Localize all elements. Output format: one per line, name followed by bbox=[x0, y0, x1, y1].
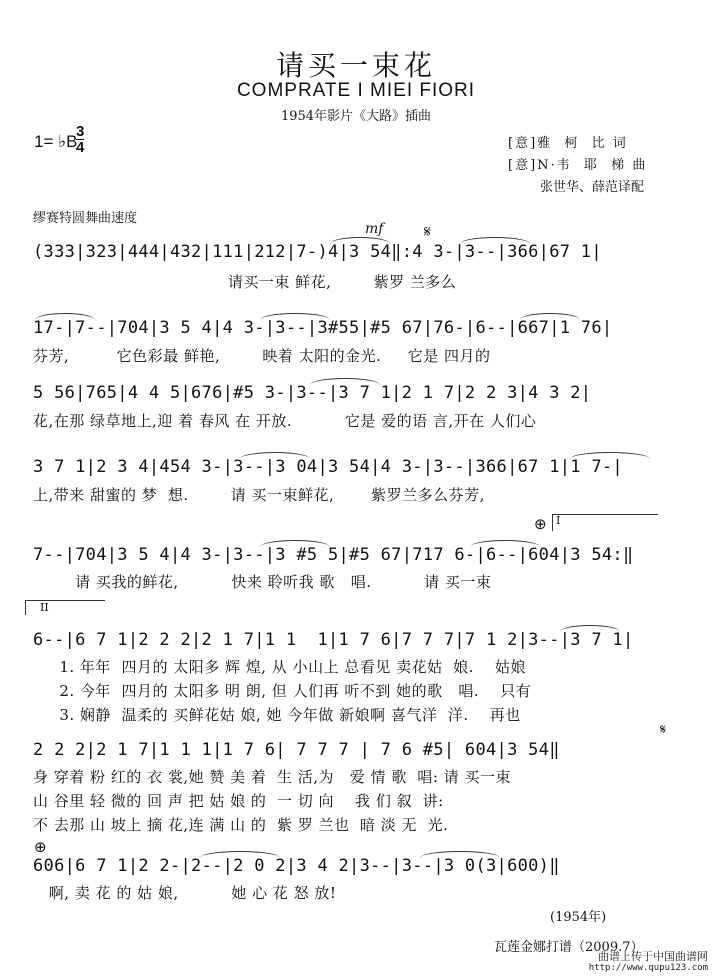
transcriber-credit: 瓦莲金娜打谱（2009.7） bbox=[494, 940, 644, 955]
slur-arc bbox=[520, 313, 580, 320]
notation-line-7: 2 2 2|2 1 7|1 1 1|1 7 6| 7 7 7 | 7 6 #5| 604|3 54‖ bbox=[33, 740, 560, 760]
song-title-chinese: 请买一束花 bbox=[275, 49, 436, 82]
segno-symbol-2: 𝄋 bbox=[660, 722, 667, 738]
lyric-verse-2-b: 山 谷里 轻 微的 回 声 把 姑 娘 的 一 切 向 我 们 叙 讲: bbox=[33, 792, 444, 810]
watermark-text: 曲谱上传于中国曲谱网 bbox=[598, 950, 708, 963]
song-subtitle: 1954年影片《大路》插曲 bbox=[280, 109, 432, 124]
slur-arc bbox=[560, 625, 620, 632]
slur-arc bbox=[470, 540, 540, 547]
slur-arc bbox=[260, 313, 330, 320]
slur-arc bbox=[260, 540, 330, 547]
coda-symbol-2: ⊕ bbox=[34, 838, 47, 856]
volta-2-bracket-start bbox=[25, 600, 26, 615]
notation-line-6: 6--|6 7 1|2 2 2|2 1 7|1 1 1|1 7 6|7 7 7|7 1 2|3--|3 7 1| bbox=[33, 630, 634, 650]
song-title-italian: COMPRATE I MIEI FIORI bbox=[236, 80, 476, 101]
notation-line-4: 3 7 1|2 3 4|454 3-|3--|3 04|3 54|4 3-|3--|366|67 1|1 7-| bbox=[33, 457, 623, 477]
lyric-verse-2-a: 2. 今年 四月的 太阳多 明 朗, 但 人们再 听不到 她的歌 唱. 只有 bbox=[33, 682, 532, 700]
slur-arc bbox=[330, 237, 390, 244]
year-note: (1954年) bbox=[550, 910, 607, 925]
lyric-line-3: 花,在那 绿草地上,迎 着 春风 在 开放. 它是 爱的语 言,开在 人们心 bbox=[33, 412, 537, 430]
segno-symbol: 𝄋 bbox=[424, 222, 431, 241]
slur-arc bbox=[240, 452, 310, 459]
volta-1-label: I bbox=[556, 514, 561, 527]
credit-composer: [意]N·韦 耶 梯 曲 bbox=[508, 158, 648, 173]
lyric-verse-3-b: 不 去那 山 坡上 摘 花,连 满 山 的 紫 罗 兰也 暗 淡 无 光. bbox=[33, 816, 449, 834]
notation-line-1: (333|323|444|432|111|212|7-)4|3 54‖:4 3-|3--|366|67 1| bbox=[33, 242, 602, 262]
slur-arc bbox=[570, 452, 650, 459]
notation-line-2: 17-|7--|704|3 5 4|4 3-|3--|3#55|#5 67|76-|6--|667|1 76| bbox=[33, 318, 613, 338]
dynamic-marking: mf bbox=[365, 221, 384, 237]
slur-arc bbox=[35, 313, 95, 320]
coda-symbol: ⊕ bbox=[534, 515, 547, 533]
slur-arc bbox=[200, 851, 280, 858]
time-signature-bottom: 4 bbox=[76, 139, 85, 156]
notation-line-5: 7--|704|3 5 4|4 3-|3--|3 #5 5|#5 67|717 6-|6--|604|3 54:‖ bbox=[33, 545, 634, 565]
volta-2-label: II bbox=[40, 601, 49, 614]
time-signature bbox=[76, 124, 84, 155]
lyric-line-8: 啊, 卖 花 的 姑 娘, 她 心 花 怒 放! bbox=[33, 884, 337, 902]
lyric-line-4: 上,带来 甜蜜的 梦 想. 请 买一束鲜花, 紫罗兰多么芬芳, bbox=[33, 486, 485, 504]
time-signature-top: 3 bbox=[76, 123, 85, 140]
notation-line-8: 606|6 7 1|2 2-|2--|2 0 2|3 4 2|3--|3--|3 0(3|600)‖ bbox=[33, 856, 560, 876]
lyric-verse-1-b: 身 穿着 粉 红的 衣 裳,她 赞 美 着 生 活,为 爱 情 歌 唱: 请 买一束 bbox=[33, 768, 511, 786]
lyric-verse-1-a: 1. 年年 四月的 太阳多 辉 煌, 从 小山上 总看见 卖花姑 娘. 姑娘 bbox=[33, 658, 526, 676]
credit-lyricist: [意]雅 柯 比 词 bbox=[508, 136, 628, 151]
credit-translators: 张世华、薛范译配 bbox=[540, 180, 645, 195]
watermark-url: http://www.qupu123.com bbox=[588, 963, 708, 973]
volta-2-bracket bbox=[25, 600, 105, 601]
volta-1-bracket-end bbox=[552, 514, 553, 531]
key-signature: 1= ♭B bbox=[34, 132, 78, 151]
tempo-marking: 缪赛特圆舞曲速度 bbox=[33, 211, 138, 226]
lyric-verse-3-a: 3. 娴静 温柔的 买鲜花姑 娘, 她 今年做 新娘啊 喜气洋 洋. 再也 bbox=[33, 706, 521, 724]
slur-arc bbox=[460, 237, 530, 244]
lyric-line-1: 请买一束 鲜花, 紫罗 兰多么 bbox=[33, 273, 457, 291]
volta-1-bracket bbox=[552, 514, 658, 515]
lyric-line-2: 芬芳, 它色彩最 鲜艳, 映着 太阳的金光. 它是 四月的 bbox=[33, 347, 491, 365]
slur-arc bbox=[310, 378, 380, 385]
lyric-line-5: 请 买我的鲜花, 快来 聆听我 歌 唱. 请 买一束 bbox=[33, 573, 492, 591]
notation-line-3: 5 56|765|4 4 5|676|#5 3-|3--|3 7 1|2 1 7|2 2 3|4 3 2| bbox=[33, 383, 592, 403]
slur-arc bbox=[420, 851, 500, 858]
